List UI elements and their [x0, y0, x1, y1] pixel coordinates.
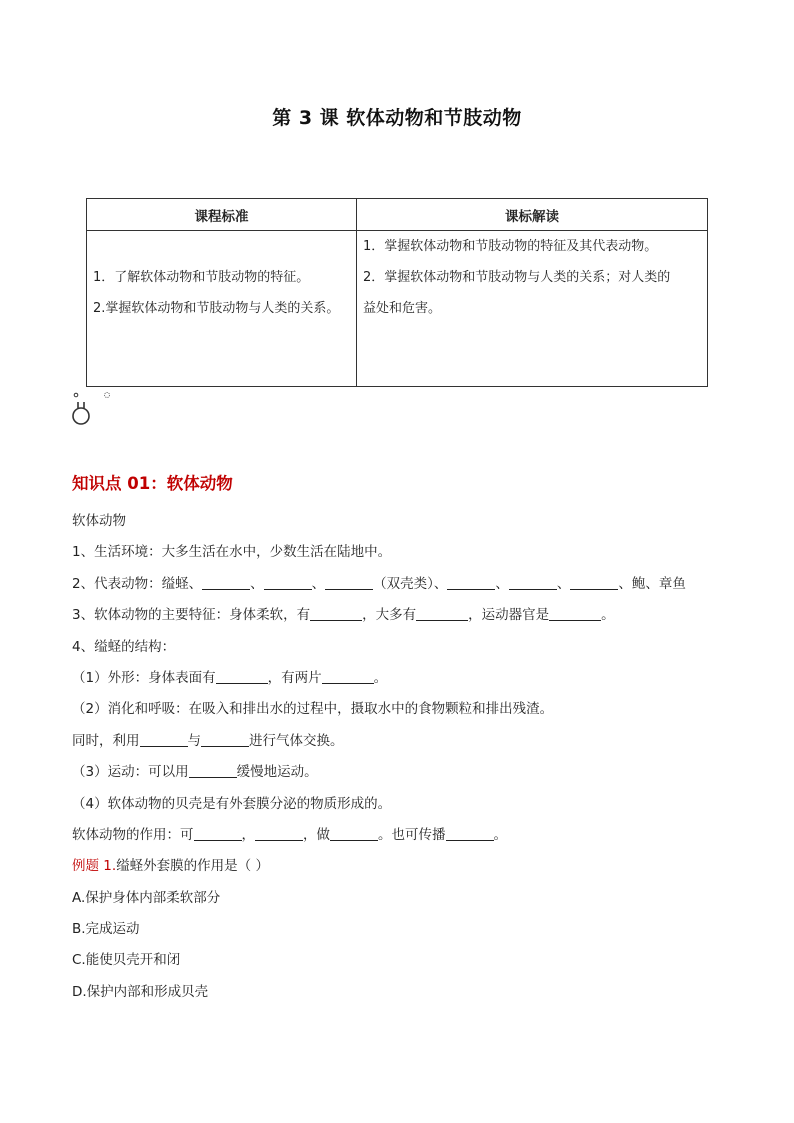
fill-blank[interactable]	[216, 669, 268, 684]
standard-line: 1．了解软体动物和节肢动物的特征。	[93, 270, 310, 285]
fill-blank[interactable]	[194, 826, 242, 841]
text: 。	[493, 826, 507, 843]
text: 、	[495, 575, 509, 592]
line-representatives	[72, 569, 712, 600]
fill-blank[interactable]	[140, 732, 188, 747]
fill-blank[interactable]	[446, 826, 494, 841]
text: 与	[187, 732, 201, 749]
text: 2、代表动物：缢蛏、	[72, 575, 203, 592]
fill-blank[interactable]	[189, 763, 237, 778]
option-d[interactable]: D.保护内部和形成贝壳	[72, 983, 209, 1000]
text: 。	[601, 607, 615, 624]
text: 、	[311, 575, 326, 592]
header-course-standard: 课程标准	[87, 199, 357, 231]
fill-blank[interactable]	[325, 575, 373, 590]
option-b[interactable]: B.完成运动	[72, 921, 140, 938]
text: （1）外形：身体表面有	[72, 669, 216, 686]
example-label: 例题 1.	[72, 858, 117, 875]
text: （双壳类）、	[373, 575, 448, 592]
text: ，大多有	[362, 607, 417, 624]
fill-blank[interactable]	[202, 575, 250, 590]
text: 、	[250, 575, 264, 592]
line-uses	[72, 820, 712, 851]
text: ，	[241, 826, 255, 843]
line-structure: 4、缢蛏的结构：	[72, 638, 176, 655]
example-question	[72, 851, 712, 882]
text: ，运动器官是	[468, 607, 550, 624]
line-habitat: 1、生活环境：大多生活在水中，少数生活在陆地中。	[72, 544, 392, 561]
text: 同时，利用	[72, 732, 140, 749]
fill-blank[interactable]	[330, 826, 378, 841]
standard-cell	[87, 231, 357, 387]
line-gas-exchange	[72, 726, 712, 757]
section-heading: 知识点 01：软体动物	[72, 474, 233, 493]
text: 缓慢地运动。	[236, 764, 318, 781]
fill-blank[interactable]	[416, 606, 468, 621]
table-row	[87, 231, 708, 387]
section-intro: 软体动物	[72, 513, 126, 529]
fill-blank[interactable]	[570, 575, 618, 590]
text: 软体动物的作用：可	[72, 826, 194, 843]
standard-line: 2.掌握软体动物和节肢动物与人类的关系。	[93, 301, 340, 316]
fill-blank[interactable]	[201, 732, 249, 747]
fill-blank[interactable]	[322, 669, 374, 684]
page-title: 第 3 课 软体动物和节肢动物	[272, 107, 522, 129]
line-shell: （4）软体动物的贝壳是有外套膜分泌的物质形成的。	[72, 795, 392, 812]
text: 、鲍、章鱼	[618, 575, 686, 592]
interpretation-line: 1．掌握软体动物和节肢动物的特征及其代表动物。	[363, 239, 658, 254]
line-digestion: （2）消化和呼吸：在吸入和排出水的过程中，摄取水中的食物颗粒和排出残渣。	[72, 701, 554, 718]
fill-blank[interactable]	[509, 575, 557, 590]
text: 。也可传播	[378, 826, 446, 843]
fill-blank[interactable]	[255, 826, 303, 841]
fill-blank[interactable]	[447, 575, 495, 590]
flask-icon	[70, 390, 120, 430]
option-c[interactable]: C.能使贝壳开和闭	[72, 952, 181, 969]
line-appearance	[72, 663, 712, 694]
fill-blank[interactable]	[549, 606, 601, 621]
fill-blank[interactable]	[310, 606, 362, 621]
text: 进行气体交换。	[249, 732, 344, 749]
text: 。	[373, 669, 388, 686]
option-a[interactable]: A.保护身体内部柔软部分	[72, 889, 221, 906]
curriculum-standards-table	[86, 198, 708, 387]
table-header-row	[87, 199, 708, 231]
text: ，有两片	[267, 669, 322, 686]
line-features	[72, 600, 712, 631]
text: 3、软体动物的主要特征：身体柔软，有	[72, 607, 311, 624]
example-text: 缢蛏外套膜的作用是（ ）	[116, 858, 269, 875]
interpretation-cell	[357, 231, 708, 387]
section-body	[72, 506, 712, 1008]
text: ，做	[303, 826, 330, 843]
line-movement	[72, 757, 712, 788]
text: （3）运动：可以用	[72, 764, 189, 781]
header-standard-interpretation: 课标解读	[357, 199, 708, 231]
text: 、	[556, 575, 571, 592]
fill-blank[interactable]	[264, 575, 312, 590]
interpretation-line: 益处和危害。	[363, 301, 442, 316]
interpretation-line: 2．掌握软体动物和节肢动物与人类的关系；对人类的	[363, 270, 671, 285]
